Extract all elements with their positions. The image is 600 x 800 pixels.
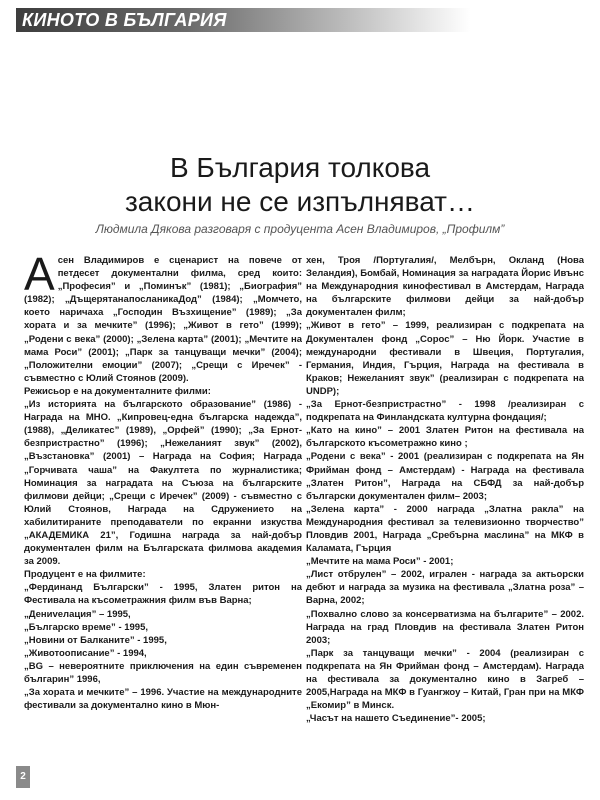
paragraph: „Часът на нашето Съединение”- 2005; [306, 713, 486, 725]
right-column [306, 254, 584, 754]
paragraph: „Мечтите на мама Роси” - 2001; [306, 556, 454, 568]
paragraph: „Родени с века” - 2001 (реализиран с подкрепата на Ян Фрийман фонд – Амстердам) - Награда на фестивала „Златен Ритон”, Награда на СБФД за най-добър български документален филм– 2003; [306, 451, 584, 502]
paragraph: „Из историята на българското образование” (1986) - Награда на МНО. „Кипровец-една българска надежда”, (1988), „Деликатес” (1989), „Орфей” (1990); „За Ернот-безпристрастно” (1996); „Нежеланият звук” (2002), „Възстановка” (2001) – Награда на София; Награда „Горчивата чаша” на Факултета по журналистика; Номинация за наградата на Съюза на българските филмови дейци; „Срещи с Иречек” (2009) - съвместно с Юлий Стоянов, Награда на Сдружението на хабилитираните преподаватели по екранни изкуства „АКАДЕМИКА 21”, Годишна награда за най-добър документален филм на Българската филмова академия за 2009. [24, 399, 302, 568]
paragraph: Асен Владимиров е сценарист на повече от петдесет документални филма, сред които: „Професия” и „Поминък” (1981); „Биография” (1982); „ДъщерятанапосланикаДод” (1984); „Момчето, което наричаха „Господин Възхищение” (1989); „За хората и за мечките” (1996); „Живот в гето” (1999); „Родени с века” (2000); „Зелена карта” (2001); „Мечтите на мама Роси” (2001); „Парк за танцуващи мечки” (2004); „Положителни емоции” (2007); „Срещи с Иречек” - съвместно с Юлий Стоянов (2009). [24, 254, 302, 384]
paragraph: „Похвално слово за консерватизма на българите” – 2002. Награда на град Пловдив на фестивала Златен Ритон 2003; [306, 608, 584, 646]
paragraph: „За Ернот-безпристрастно” - 1998 /реализиран с подкрепата на Финландската културна фондация/; [306, 399, 584, 424]
article-subtitle: Людмила Дякова разговаря с продуцента Асен Владимиров, „Профилм” [95, 222, 505, 236]
page-number: 2 [16, 766, 30, 788]
paragraph: Продуцент е на филмите: [24, 569, 146, 581]
paragraph: Режисьор е на документалните филми: [24, 385, 211, 397]
paragraph: „Дениvелация” – 1995, [24, 608, 131, 620]
paragraph: „Новини от Балканите” - 1995, [24, 634, 167, 646]
left-column [24, 254, 302, 754]
section-banner [16, 8, 584, 32]
paragraph: „Фердинанд Български” - 1995, Златен ритон на Фестивала на късометражния филм във Варна; [24, 582, 302, 607]
paragraph: „BG – невероятните приключения на един съвременен българин” 1996, [24, 660, 302, 685]
paragraph: хен, Троя /Португалия/, Мелбърн, Окланд (Нова Зеландия), Бомбай, Номинация за наградата Йорис Ивънс на Международния кинофестивал в Амстердам, Награда на българските филмови дейци за най-добър документален филм; [306, 255, 584, 319]
paragraph: „Животоописание” - 1994, [24, 647, 147, 659]
article-title-line-1: В България толкова [169, 152, 431, 183]
article-title-line-2: закони не се изпълняват… [124, 186, 476, 217]
paragraph: „Лист отбрулен” – 2002, игрален - награда за актьорски дебют и награда за музика на фестивала „Златна роза” – Варна, 2002; [306, 569, 584, 607]
paragraph: „Живот в гето” – 1999, реализиран с подкрепата на Документален фонд „Сорос” – Ню Йорк. Участие в международни фестивали в Швеция, Португалия, Германия, Индия, Гърция, Награда на фестивала в Краков; Нежеланият звук” (реализиран с подкрепата на UNDP); [306, 320, 584, 397]
paragraph: „Българско време” - 1995, [24, 621, 149, 633]
paragraph: „Зелена карта” - 2000 награда „Златна ракла” на Международния фестивал за телевизионно творчество” Пловдив 2001, Награда „Сребърна маслина” на МКФ в Каламата, Гърция [306, 503, 584, 555]
paragraph: „Парк за танцуващи мечки” - 2004 (реализиран с подкрепата на Ян Фрийман фонд – Амстердам). Награда на фестивала за документално кино в Загреб – 2005,Награда на МКФ в Гуангжоу – Китай, Гран при на МКФ „Екомир” в Минск. [306, 647, 584, 712]
paragraph: „Като на кино” – 2001 Златен Ритон на фестивала на българското късометражно кино ; [306, 425, 584, 450]
section-label: КИНОТО В БЪЛГАРИЯ [22, 10, 227, 30]
drop-cap: А [24, 254, 55, 300]
paragraph: „За хората и мечките” – 1996. Участие на международните фестивали за документално кино в Мюн- [24, 687, 302, 712]
